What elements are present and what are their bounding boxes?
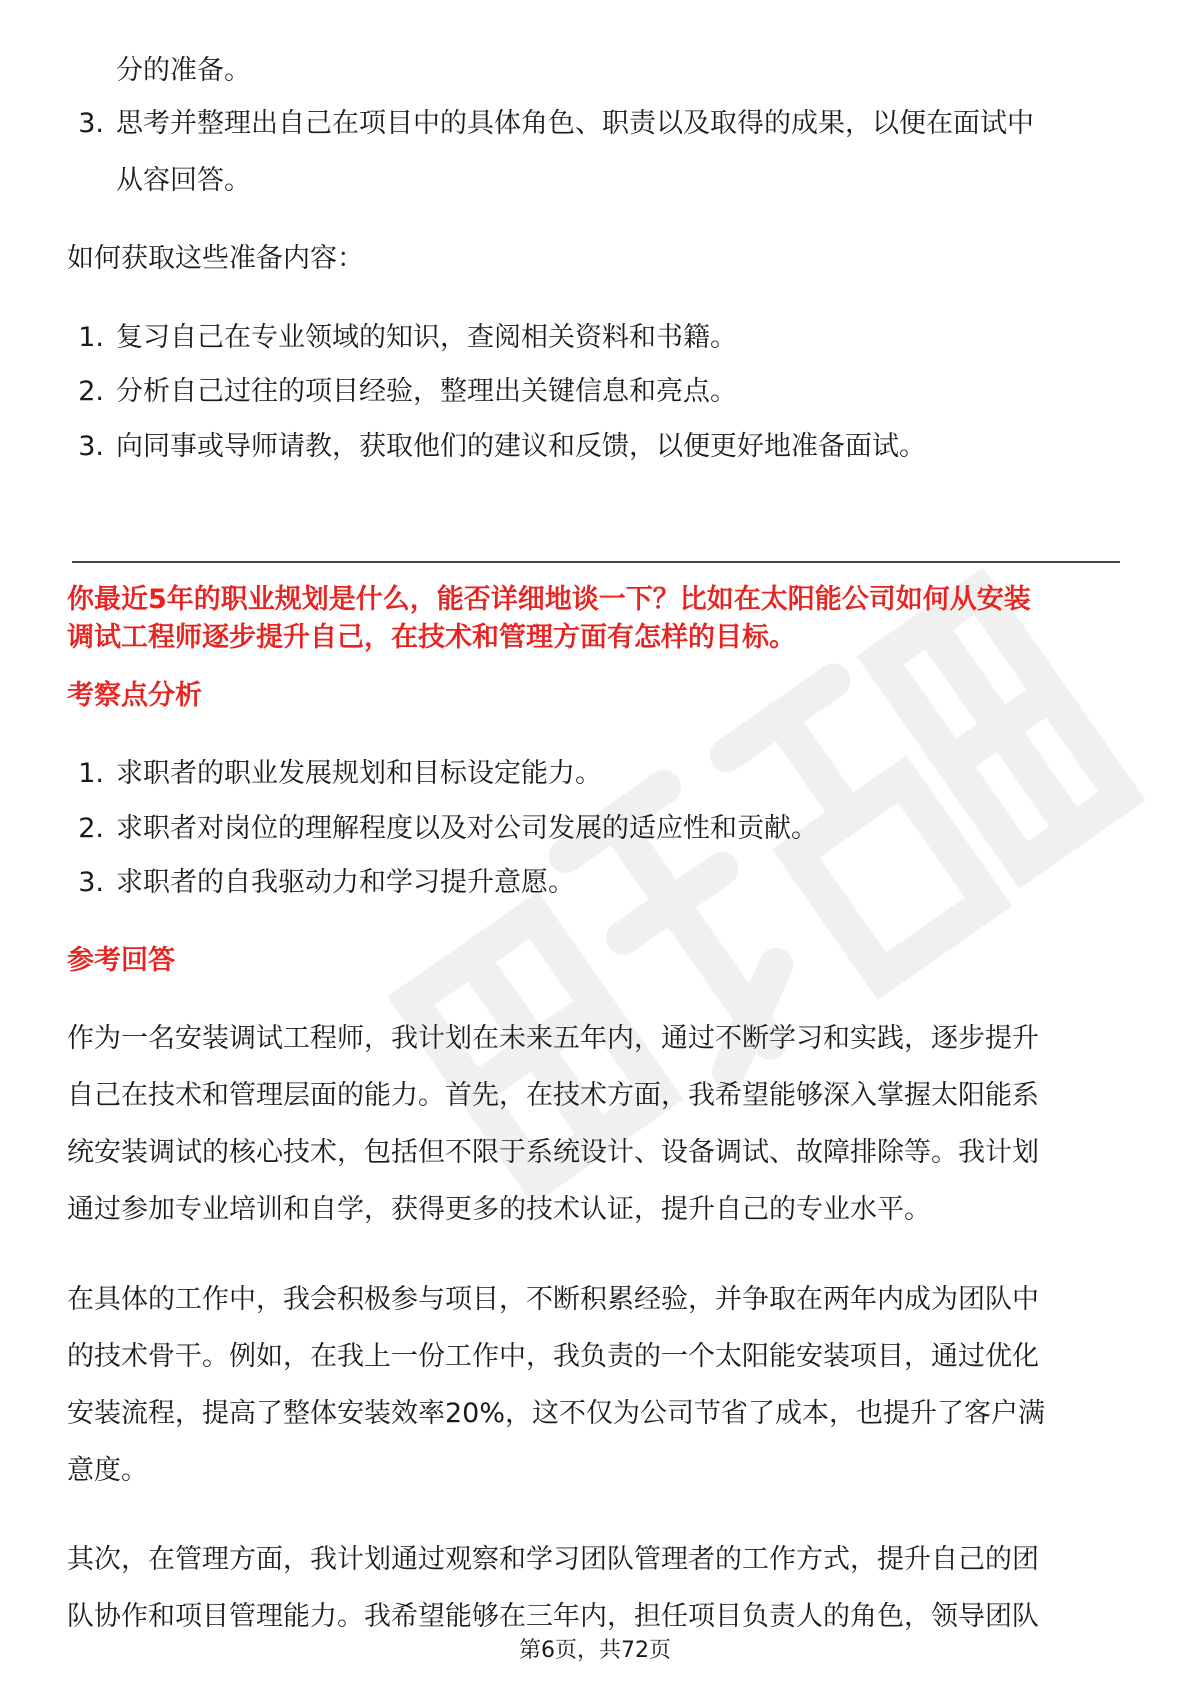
list-item-text: 分析自己过往的项目经验，整理出关键信息和亮点。: [116, 376, 737, 407]
list-item-text: 从容回答。: [116, 165, 251, 196]
paragraph-line: 自己在技术和管理层面的能力。首先，在技术方面，我希望能够深入掌握太阳能系: [67, 1080, 1039, 1111]
list-item-number: 2.: [78, 376, 104, 407]
list-item-number: 3.: [78, 431, 104, 462]
answer-paragraph: [67, 1010, 1039, 1238]
question-heading: [67, 581, 1147, 657]
list-item-number: 3.: [78, 867, 104, 898]
list-item-text: 求职者对岗位的理解程度以及对公司发展的适应性和贡献。: [116, 813, 818, 844]
page-number: 第6页，共72页: [519, 1638, 671, 1663]
question-line: 你最近5年的职业规划是什么，能否详细地谈一下？比如在太阳能公司如何从安装: [67, 584, 1031, 615]
list-item-text: 求职者的自我驱动力和学习提升意愿。: [116, 867, 575, 898]
continued-list-text: 分的准备。: [116, 55, 251, 86]
paragraph-line: 统安装调试的核心技术，包括但不限于系统设计、设备调试、故障排除等。我计划: [67, 1137, 1039, 1168]
answer-heading: 参考回答: [67, 945, 175, 976]
paragraph-line: 通过参加专业培训和自学，获得更多的技术认证，提升自己的专业水平。: [67, 1194, 931, 1225]
section-divider: [72, 561, 1120, 563]
paragraph-line: 队协作和项目管理能力。我希望能够在三年内，担任项目负责人的角色，领导团队: [67, 1601, 1039, 1632]
section-intro: 如何获取这些准备内容：: [67, 243, 364, 274]
paragraph-line: 在具体的工作中，我会积极参与项目，不断积累经验，并争取在两年内成为团队中: [67, 1284, 1039, 1315]
list-item-text: 思考并整理出自己在项目中的具体角色、职责以及取得的成果，以便在面试中: [116, 108, 1034, 139]
paragraph-line: 的技术骨干。例如，在我上一份工作中，我负责的一个太阳能安装项目，通过优化: [67, 1341, 1039, 1372]
answer-paragraph: [67, 1271, 1045, 1499]
list-item-number: 1.: [78, 758, 104, 789]
list-item-number: 1.: [78, 322, 104, 353]
analysis-heading: 考察点分析: [67, 680, 202, 711]
answer-paragraph: [67, 1531, 1039, 1645]
paragraph-line: 意度。: [67, 1455, 148, 1486]
list-item-text: 复习自己在专业领域的知识，查阅相关资料和书籍。: [116, 322, 737, 353]
list-item-number: 3.: [78, 108, 104, 139]
paragraph-line: 安装流程，提高了整体安装效率20%，这不仅为公司节省了成本，也提升了客户满: [67, 1398, 1046, 1429]
list-item-text: 向同事或导师请教，获取他们的建议和反馈，以便更好地准备面试。: [116, 431, 926, 462]
list-item-number: 2.: [78, 813, 104, 844]
paragraph-line: 作为一名安装调试工程师，我计划在未来五年内，通过不断学习和实践，逐步提升: [67, 1023, 1039, 1054]
list-item: [0, 95, 1190, 209]
paragraph-line: 其次，在管理方面，我计划通过观察和学习团队管理者的工作方式，提升自己的团: [67, 1544, 1039, 1575]
question-line: 调试工程师逐步提升自己，在技术和管理方面有怎样的目标。: [67, 622, 796, 653]
list-item-text: 求职者的职业发展规划和目标设定能力。: [116, 758, 602, 789]
